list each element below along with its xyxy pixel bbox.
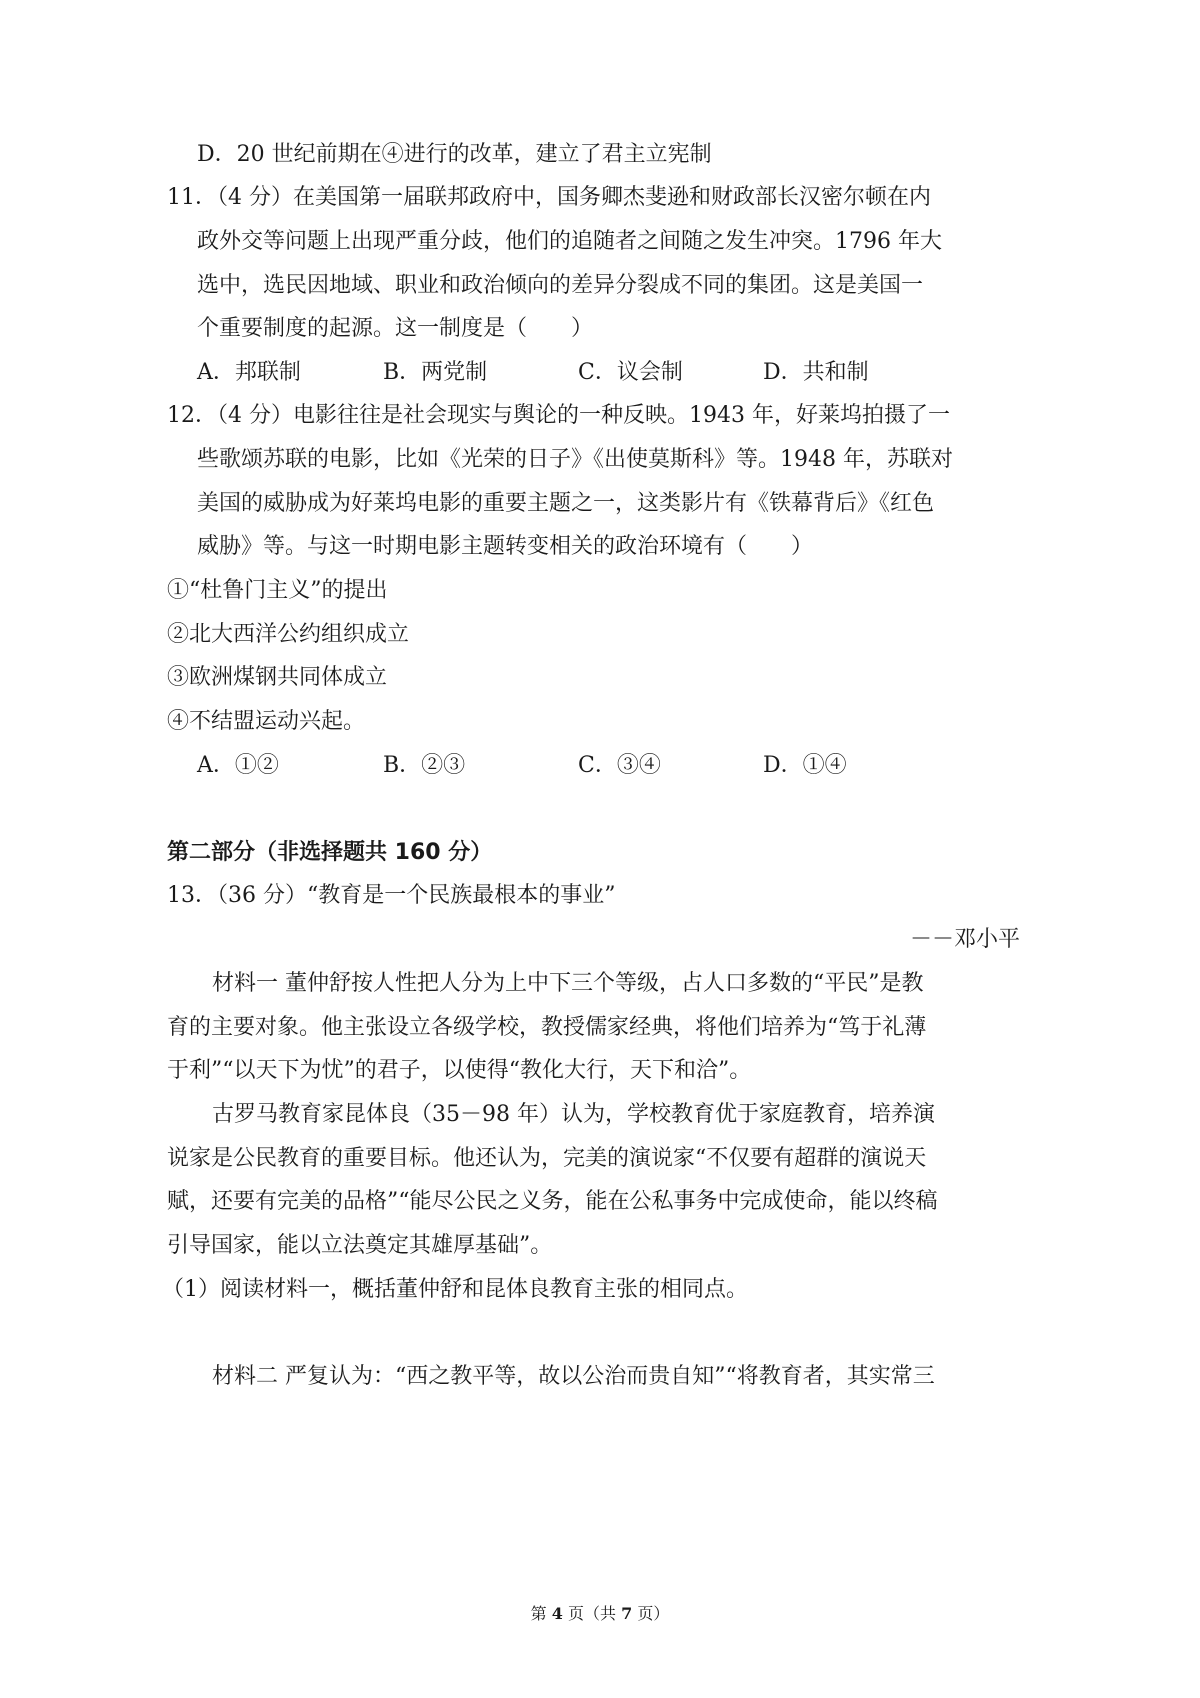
q13-material1-line: 育的主要对象。他主张设立各级学校，教授儒家经典，将他们培养为“笃于礼薄 xyxy=(167,1015,927,1040)
q10-option-d: D．20 世纪前期在④进行的改革，建立了君主立宪制 xyxy=(197,142,712,167)
q11-line: 选中，选民因地域、职业和政治倾向的差异分裂成不同的集团。这是美国一 xyxy=(197,273,924,298)
part2-heading: 第二部分（非选择题共 160 分） xyxy=(167,840,493,865)
q13-quintilian-line: 古罗马教育家昆体良（35－98 年）认为，学校教育优于家庭教育，培养演 xyxy=(212,1102,935,1127)
q13-title: 13．（36 分）“教育是一个民族最根本的事业” xyxy=(167,883,616,908)
q13-material1-line: 于利”“以天下为忧”的君子，以使得“教化大行，天下和洽”。 xyxy=(167,1058,752,1083)
q11-line: 个重要制度的起源。这一制度是（ ） xyxy=(197,316,594,341)
q13-material1-line: 材料一 董仲舒按人性把人分为上中下三个等级，占人口多数的“平民”是教 xyxy=(212,971,924,996)
q11-line: 政外交等问题上出现严重分歧，他们的追随者之间随之发生冲突。1796 年大 xyxy=(197,229,942,254)
q12-item: ①“杜鲁门主义”的提出 xyxy=(167,578,388,603)
q12-line: 12．（4 分）电影往往是社会现实与舆论的一种反映。1943 年，好莱坞拍摄了一 xyxy=(167,403,950,428)
q13-material2-line: 材料二 严复认为：“西之教平等，故以公治而贵自知”“将教育者，其实常三 xyxy=(212,1364,935,1389)
q12-item: ④不结盟运动兴起。 xyxy=(167,709,366,734)
footer-page-number: 4 xyxy=(551,1604,563,1623)
q12-line: 威胁》等。与这一时期电影主题转变相关的政治环境有（ ） xyxy=(197,534,814,559)
footer-suffix: 页） xyxy=(632,1604,670,1623)
q11-option-a: A．邦联制 xyxy=(197,360,301,385)
q13-quintilian-line: 赋，还要有完美的品格”“能尽公民之义务，能在公私事务中完成使命，能以终稿 xyxy=(167,1189,938,1214)
q12-option-c: C．③④ xyxy=(578,753,661,778)
q12-option-d: D．①④ xyxy=(763,753,847,778)
q12-item: ③欧洲煤钢共同体成立 xyxy=(167,665,388,690)
q12-line: 美国的威胁成为好莱坞电影的重要主题之一，这类影片有《铁幕背后》《红色 xyxy=(197,491,935,516)
q12-line: 些歌颂苏联的电影，比如《光荣的日子》《出使莫斯科》等。1948 年，苏联对 xyxy=(197,447,953,472)
footer-total-pages: 7 xyxy=(621,1604,633,1623)
q13-attribution: －－邓小平 xyxy=(909,927,1020,952)
page-footer xyxy=(0,1603,1200,1625)
q11-option-d: D．共和制 xyxy=(763,360,869,385)
q12-option-b: B．②③ xyxy=(383,753,466,778)
q11-line: 11．（4 分）在美国第一届联邦政府中，国务卿杰斐逊和财政部长汉密尔顿在内 xyxy=(167,185,931,210)
q13-quintilian-line: 引导国家，能以立法奠定其雄厚基础”。 xyxy=(167,1233,553,1258)
q13-quintilian-line: 说家是公民教育的重要目标。他还认为，完美的演说家“不仅要有超群的演说天 xyxy=(167,1146,927,1171)
q12-option-a: A．①② xyxy=(197,753,279,778)
q12-item: ②北大西洋公约组织成立 xyxy=(167,622,410,647)
q11-option-b: B．两党制 xyxy=(383,360,488,385)
q11-option-c: C．议会制 xyxy=(578,360,683,385)
footer-middle: 页（共 xyxy=(562,1604,622,1623)
footer-prefix: 第 xyxy=(530,1604,552,1623)
q13-sub-question-1: （1）阅读材料一，概括董仲舒和昆体良教育主张的相同点。 xyxy=(162,1277,748,1302)
